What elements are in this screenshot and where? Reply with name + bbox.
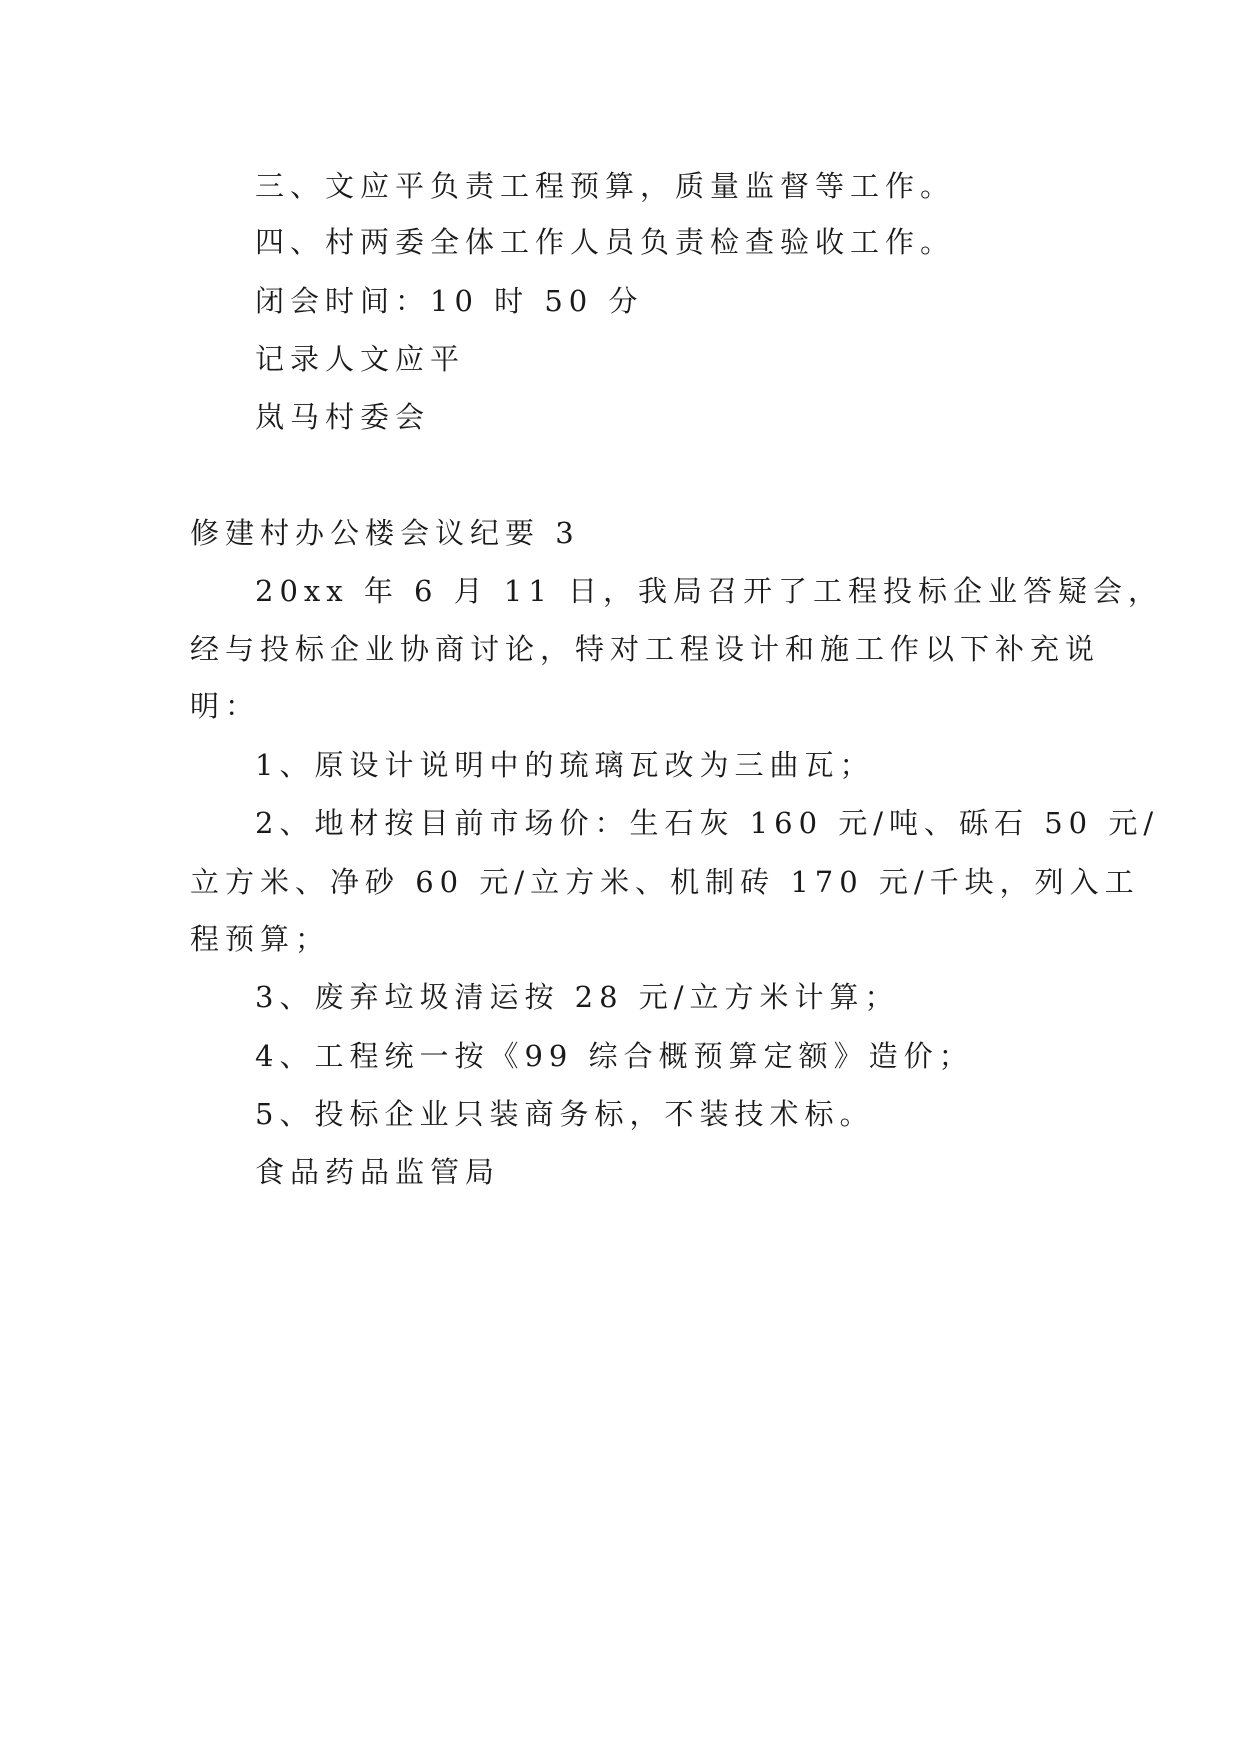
list-item-1: 1、原设计说明中的琉璃瓦改为三曲瓦； — [255, 748, 875, 782]
list-item-5: 5、投标企业只装商务标，不装技术标。 — [255, 1097, 875, 1131]
close-time-text: 闭会时间：10 时 50 分 — [255, 284, 644, 318]
list-item-2-line-1: 2、地材按目前市场价：生石灰 160 元/吨、砾石 50 元/ — [255, 806, 1160, 840]
item-4-text: 四、村两委全体工作人员负责检查验收工作。 — [255, 225, 956, 259]
list-item-4: 4、工程统一按《99 综合概预算定额》造价； — [255, 1039, 974, 1073]
list-item-3: 3、废弃垃圾清运按 28 元/立方米计算； — [255, 980, 900, 1014]
list-item-2-line-2: 立方米、净砂 60 元/立方米、机制砖 170 元/千块，列入工 — [190, 865, 1140, 899]
organization-text: 岚马村委会 — [255, 400, 431, 434]
intro-line-1: 20xx 年 6 月 11 日，我局召开了工程投标企业答疑会， — [255, 574, 1164, 608]
intro-line-2: 经与投标企业协商讨论，特对工程设计和施工作以下补充说 — [190, 632, 1101, 666]
intro-line-3: 明： — [190, 689, 261, 723]
item-3-text: 三、文应平负责工程预算，质量监督等工作。 — [255, 169, 956, 203]
section-title: 修建村办公楼会议纪要 3 — [190, 516, 580, 550]
list-item-2-line-3: 程预算； — [190, 922, 331, 956]
recorder-text: 记录人文应平 — [255, 342, 466, 376]
issuing-organization: 食品药品监管局 — [255, 1155, 501, 1189]
